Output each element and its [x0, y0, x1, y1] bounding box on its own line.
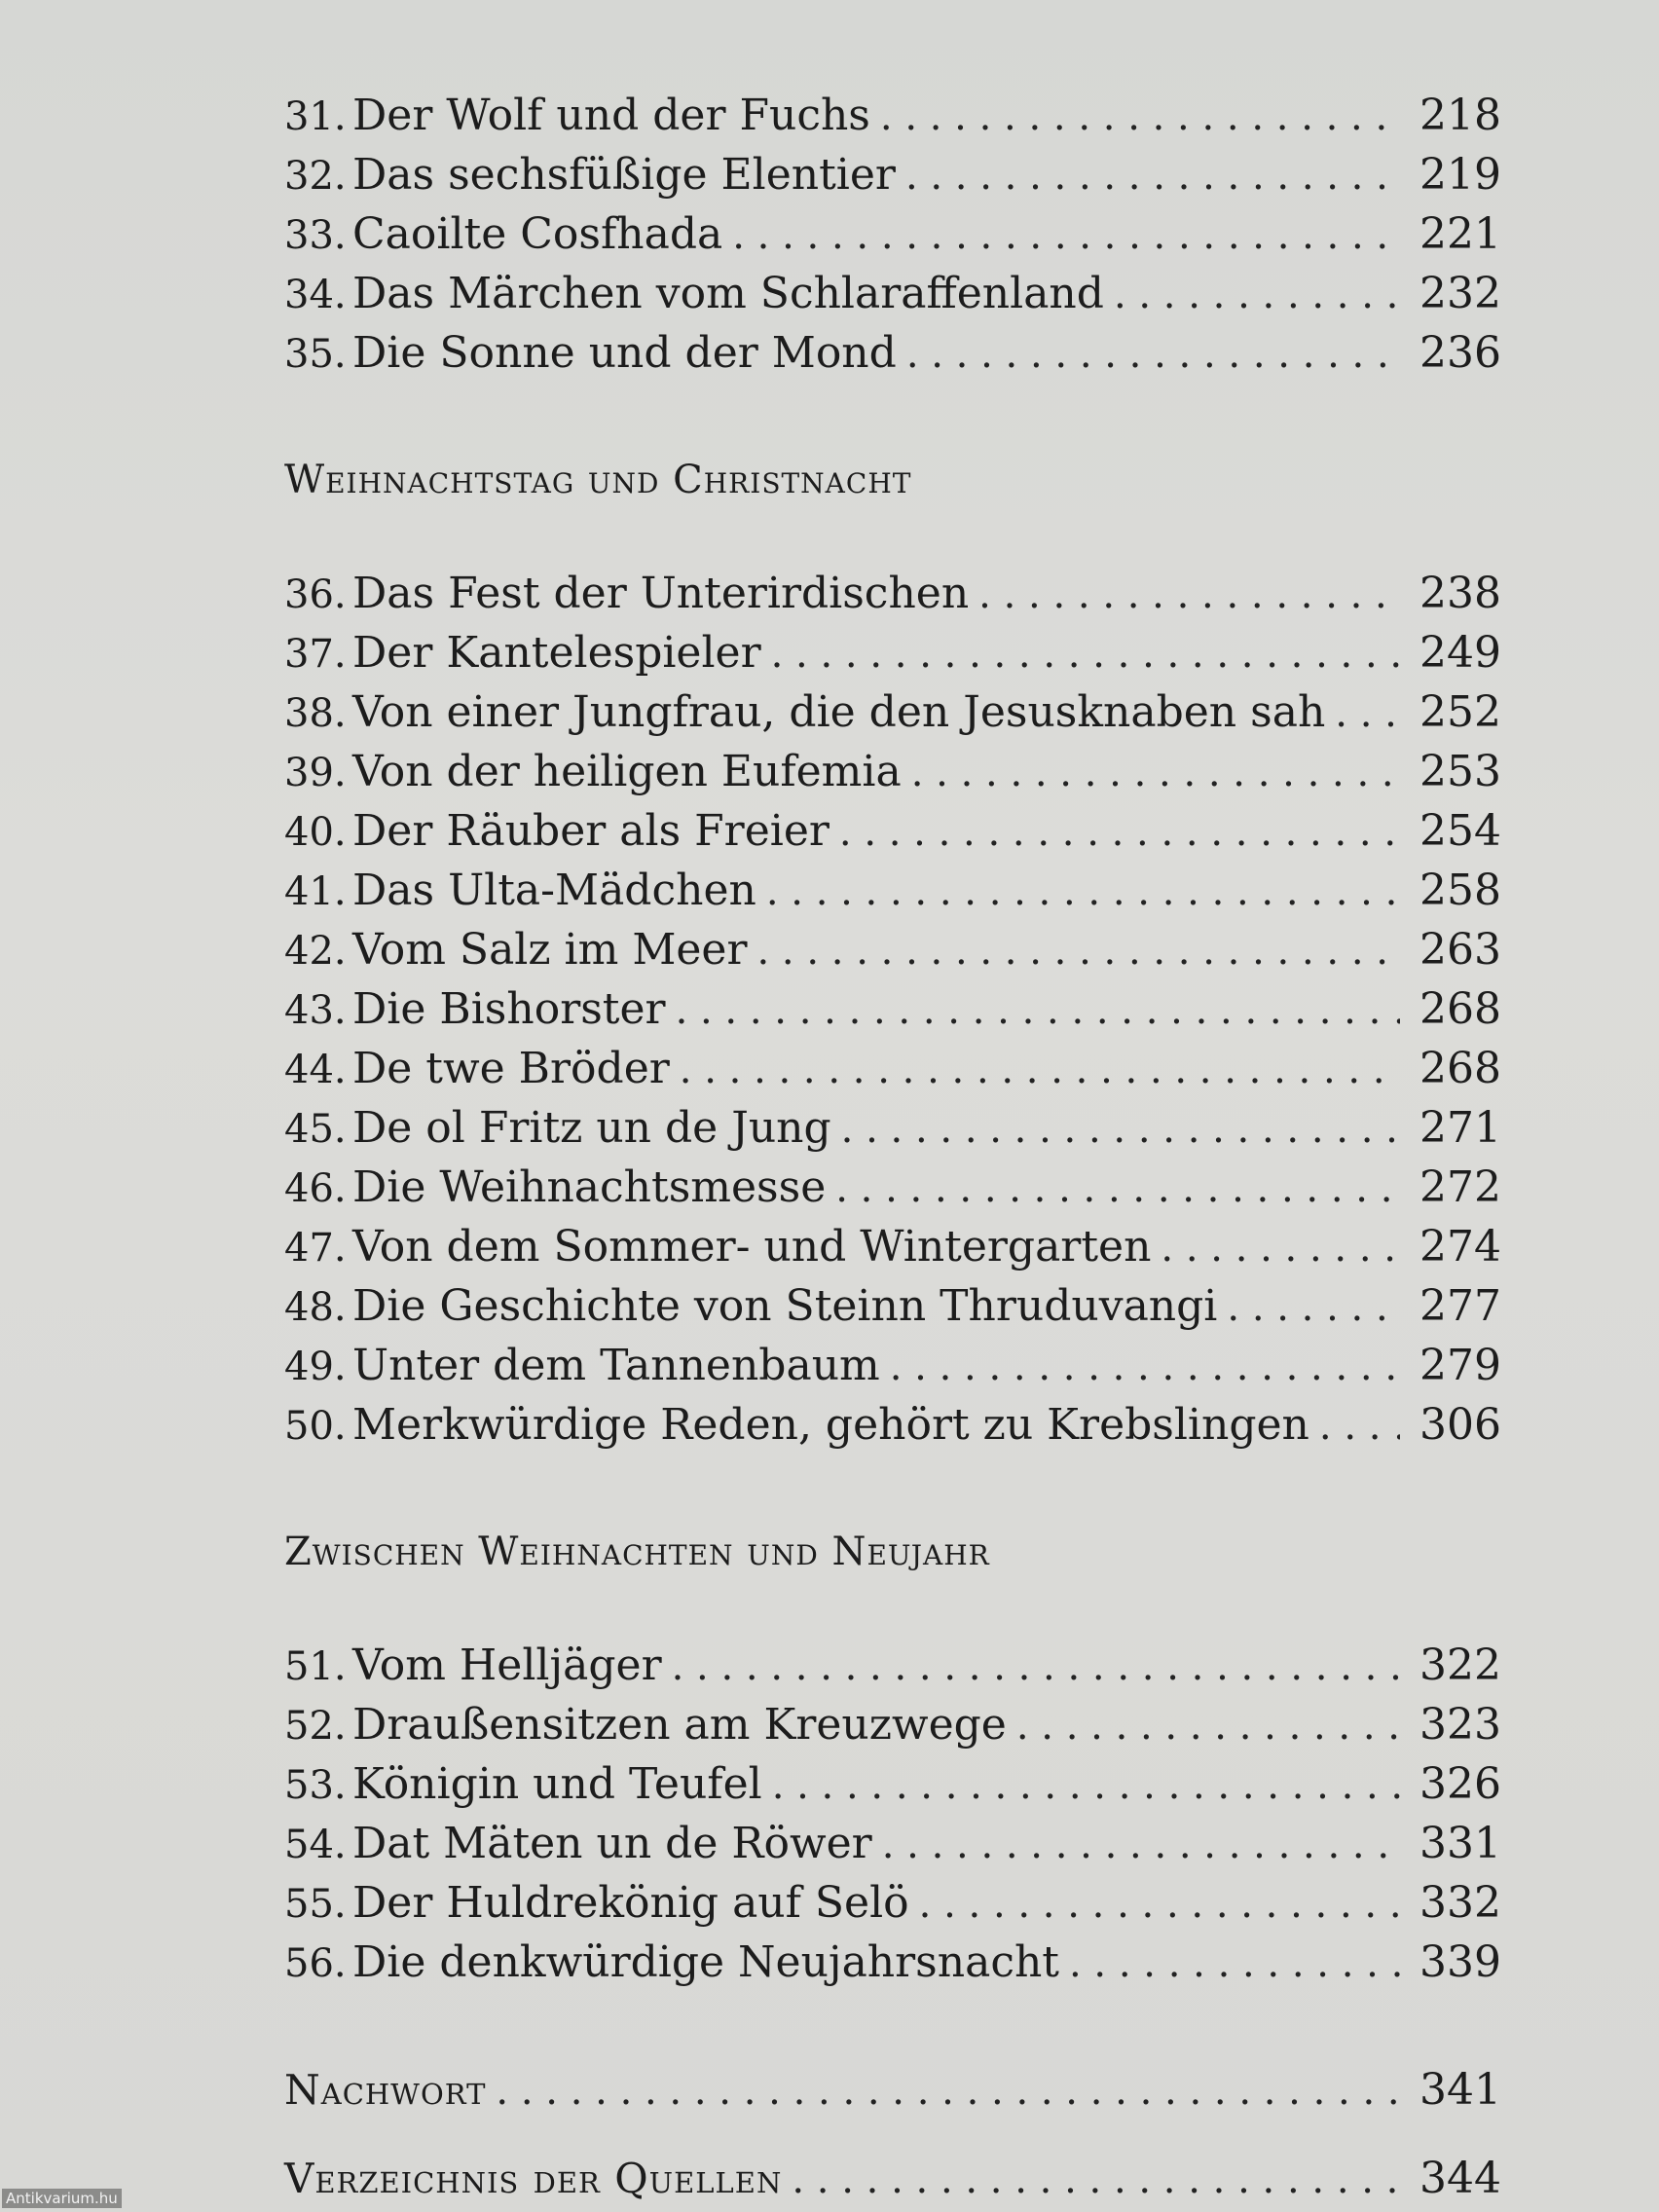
entry-page: 322	[1419, 1641, 1501, 1690]
entry-title: Vom Helljäger	[352, 1641, 662, 1690]
toc-entry	[284, 979, 1501, 1039]
entry-number: 40.	[284, 810, 347, 855]
toc-entry	[284, 564, 1501, 623]
dot-leader	[1114, 266, 1400, 325]
entry-title: Die Weihnachtsmesse	[352, 1162, 827, 1212]
entry-title: Das Ulta-Mädchen	[352, 866, 756, 915]
toc-group-1	[284, 86, 1501, 383]
dot-leader	[772, 1756, 1400, 1816]
entry-page: 268	[1419, 984, 1501, 1034]
dot-leader	[919, 1875, 1400, 1935]
toc-entry	[284, 861, 1501, 920]
entry-number: 44.	[284, 1048, 347, 1092]
section-heading-neujahr: Zwischen Weihnachten und Neujahr	[284, 1530, 990, 1574]
entry-number: 43.	[284, 988, 347, 1033]
entry-title: De ol Fritz un de Jung	[352, 1103, 831, 1153]
dot-leader	[496, 2062, 1400, 2121]
entry-page: 277	[1419, 1281, 1501, 1331]
dot-leader	[732, 206, 1400, 266]
dot-leader	[1335, 684, 1400, 744]
entry-page: 253	[1419, 747, 1501, 796]
dot-leader	[1016, 1697, 1400, 1756]
entry-number: 49.	[284, 1345, 347, 1389]
toc-entry	[284, 264, 1501, 323]
toc-entry	[284, 623, 1501, 682]
entry-number: 48.	[284, 1285, 347, 1330]
entry-title: Dat Mäten un de Röwer	[352, 1819, 872, 1868]
entry-number: 51.	[284, 1644, 347, 1689]
entry-title: Königin und Teufel	[352, 1759, 762, 1809]
dot-leader	[757, 922, 1401, 981]
entry-page: 326	[1419, 1759, 1501, 1809]
entry-title: Der Kantelespieler	[352, 628, 761, 678]
entry-page: 221	[1419, 209, 1501, 259]
dot-leader	[890, 1338, 1400, 1397]
entry-title: Der Räuber als Freier	[352, 806, 830, 856]
entry-title: Der Wolf und der Fuchs	[352, 91, 870, 140]
entry-title: Verzeichnis der Quellen	[284, 2155, 783, 2202]
dot-leader	[1069, 1935, 1400, 1994]
entry-number: 37.	[284, 632, 347, 677]
entry-title: Die Sonne und der Mond	[352, 328, 897, 378]
dot-leader	[672, 1638, 1400, 1697]
dot-leader	[680, 1041, 1400, 1100]
entry-page: 238	[1419, 569, 1501, 618]
toc-entry	[284, 742, 1501, 801]
toc-entry-quellen	[284, 2149, 1501, 2208]
toc-group-3	[284, 1636, 1501, 1992]
entry-title: Merkwürdige Reden, gehört zu Krebslingen	[352, 1400, 1309, 1450]
toc-entry	[284, 801, 1501, 861]
entry-page: 263	[1419, 925, 1501, 975]
toc-entry	[284, 204, 1501, 264]
dot-leader	[771, 625, 1400, 684]
entry-number: 47.	[284, 1226, 347, 1271]
entry-number: 50.	[284, 1404, 347, 1449]
entry-page: 232	[1419, 269, 1501, 318]
entry-number: 53.	[284, 1763, 347, 1808]
entry-page: 219	[1419, 150, 1501, 200]
entry-page: 254	[1419, 806, 1501, 856]
toc-group-2	[284, 564, 1501, 1455]
entry-title: Draußensitzen am Kreuzwege	[352, 1700, 1007, 1750]
entry-page: 272	[1419, 1162, 1501, 1212]
entry-number: 52.	[284, 1704, 347, 1749]
toc-entry	[284, 1873, 1501, 1933]
entry-title: Unter dem Tannenbaum	[352, 1341, 880, 1390]
dot-leader	[906, 325, 1400, 385]
dot-leader	[1319, 1397, 1400, 1456]
entry-title: Nachwort	[284, 2066, 487, 2114]
entry-page: 236	[1419, 328, 1501, 378]
toc-entry	[284, 145, 1501, 204]
entry-number: 36.	[284, 572, 347, 617]
toc-entry	[284, 1276, 1501, 1336]
entry-number: 34.	[284, 273, 347, 317]
entry-title: Die denkwürdige Neujahrsnacht	[352, 1937, 1059, 1987]
dot-leader	[676, 981, 1400, 1041]
entry-number: 55.	[284, 1882, 347, 1927]
entry-page: 279	[1419, 1341, 1501, 1390]
section-heading-christnacht: Weihnachtstag und Christnacht	[284, 458, 912, 502]
entry-title: Von dem Sommer- und Wintergarten	[352, 1222, 1152, 1272]
toc-entry	[284, 1336, 1501, 1395]
dot-leader	[839, 803, 1400, 863]
entry-page: 268	[1419, 1044, 1501, 1093]
toc-entry	[284, 682, 1501, 742]
toc-entry	[284, 323, 1501, 383]
entry-title: Das Fest der Unterirdischen	[352, 569, 970, 618]
entry-page: 274	[1419, 1222, 1501, 1272]
dot-leader	[978, 566, 1400, 625]
entry-page: 332	[1419, 1878, 1501, 1928]
dot-leader	[766, 863, 1400, 922]
entry-number: 33.	[284, 213, 347, 258]
dot-leader	[1161, 1219, 1400, 1278]
toc-entry	[284, 1754, 1501, 1814]
spacer	[284, 1992, 1501, 2060]
toc-entry-nachwort	[284, 2060, 1501, 2120]
dot-leader	[882, 1816, 1400, 1875]
spacer	[284, 1455, 1501, 1523]
dot-leader	[905, 147, 1400, 206]
toc-entry	[284, 1814, 1501, 1873]
entry-number: 39.	[284, 751, 347, 795]
entry-page: 341	[1419, 2065, 1501, 2115]
watermark: Antikvarium.hu	[2, 2189, 122, 2208]
entry-page: 252	[1419, 687, 1501, 737]
entry-page: 306	[1419, 1400, 1501, 1450]
entry-number: 45.	[284, 1107, 347, 1152]
spacer	[284, 383, 1501, 451]
entry-title: Der Huldrekönig auf Selö	[352, 1878, 909, 1928]
entry-title: Von der heiligen Eufemia	[352, 747, 902, 796]
entry-number: 38.	[284, 691, 347, 736]
entry-page: 331	[1419, 1819, 1501, 1868]
toc-entry	[284, 920, 1501, 979]
entry-number: 32.	[284, 154, 347, 199]
entry-title: Das sechsfüßige Elentier	[352, 150, 896, 200]
toc-entry	[284, 1098, 1501, 1158]
dot-leader	[1227, 1278, 1400, 1338]
entry-page: 271	[1419, 1103, 1501, 1153]
dot-leader	[835, 1160, 1400, 1219]
toc-entry	[284, 1933, 1501, 1992]
dot-leader	[880, 88, 1400, 147]
entry-number: 41.	[284, 869, 347, 914]
dot-leader	[911, 744, 1400, 803]
entry-title: Caoilte Cosfhada	[352, 209, 723, 259]
toc-entry	[284, 86, 1501, 145]
entry-title: Die Bishorster	[352, 984, 666, 1034]
entry-title: Vom Salz im Meer	[352, 925, 748, 975]
spacer	[284, 1582, 1501, 1636]
entry-number: 56.	[284, 1941, 347, 1986]
toc-entry	[284, 1636, 1501, 1695]
table-of-contents	[284, 86, 1501, 2208]
dot-leader	[841, 1100, 1400, 1160]
entry-title: Von einer Jungfrau, die den Jesusknaben sah	[352, 687, 1326, 737]
toc-entry	[284, 1158, 1501, 1217]
dot-leader	[792, 2151, 1400, 2210]
toc-entry	[284, 1695, 1501, 1754]
entry-title: Die Geschichte von Steinn Thruduvangi	[352, 1281, 1218, 1331]
entry-number: 35.	[284, 332, 347, 377]
toc-entry	[284, 1217, 1501, 1276]
toc-entry	[284, 1395, 1501, 1455]
entry-number: 31.	[284, 94, 347, 139]
spacer	[284, 510, 1501, 564]
entry-title: Das Märchen vom Schlaraffenland	[352, 269, 1104, 318]
entry-title: De twe Bröder	[352, 1044, 670, 1093]
entry-number: 54.	[284, 1823, 347, 1867]
entry-page: 344	[1419, 2154, 1501, 2203]
entry-page: 258	[1419, 866, 1501, 915]
entry-page: 323	[1419, 1700, 1501, 1750]
spacer	[284, 2120, 1501, 2149]
toc-entry	[284, 1039, 1501, 1098]
entry-page: 218	[1419, 91, 1501, 140]
entry-number: 46.	[284, 1166, 347, 1211]
entry-number: 42.	[284, 929, 347, 974]
entry-page: 249	[1419, 628, 1501, 678]
entry-page: 339	[1419, 1937, 1501, 1987]
